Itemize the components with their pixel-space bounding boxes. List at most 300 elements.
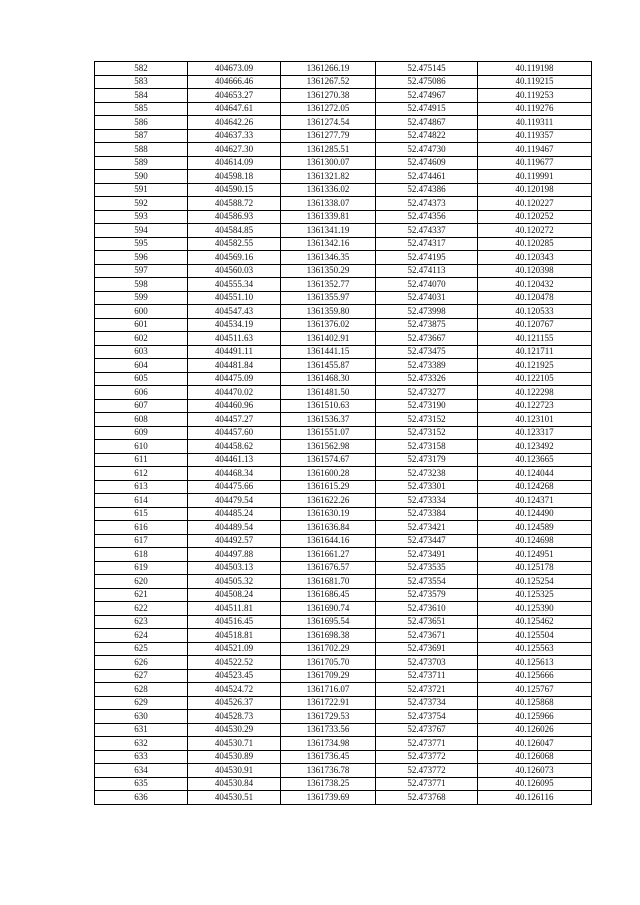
longitude-cell: 40.126026 (478, 723, 592, 737)
table-row (95, 197, 592, 211)
y-coordinate-cell: 1361551.07 (281, 426, 376, 440)
table-row (95, 264, 592, 278)
table-row (95, 62, 592, 76)
table-row (95, 507, 592, 521)
y-coordinate-cell: 1361729.53 (281, 710, 376, 724)
longitude-cell: 40.126116 (478, 791, 592, 805)
point-number-cell: 626 (95, 656, 188, 670)
latitude-cell: 52.473152 (376, 426, 478, 440)
x-coordinate-cell: 404530.84 (188, 777, 281, 791)
x-coordinate-cell: 404530.91 (188, 764, 281, 778)
x-coordinate-cell: 404505.32 (188, 575, 281, 589)
y-coordinate-cell: 1361338.07 (281, 197, 376, 211)
latitude-cell: 52.473179 (376, 453, 478, 467)
latitude-cell: 52.474317 (376, 237, 478, 251)
latitude-cell: 52.473721 (376, 683, 478, 697)
longitude-cell: 40.125254 (478, 575, 592, 589)
table-row (95, 399, 592, 413)
point-number-cell: 636 (95, 791, 188, 805)
x-coordinate-cell: 404457.27 (188, 413, 281, 427)
longitude-cell: 40.119276 (478, 102, 592, 116)
point-number-cell: 604 (95, 359, 188, 373)
y-coordinate-cell: 1361733.56 (281, 723, 376, 737)
table-row (95, 237, 592, 251)
point-number-cell: 612 (95, 467, 188, 481)
latitude-cell: 52.474373 (376, 197, 478, 211)
point-number-cell: 613 (95, 480, 188, 494)
point-number-cell: 632 (95, 737, 188, 751)
point-number-cell: 587 (95, 129, 188, 143)
point-number-cell: 593 (95, 210, 188, 224)
x-coordinate-cell: 404516.45 (188, 615, 281, 629)
table-row (95, 413, 592, 427)
latitude-cell: 52.473238 (376, 467, 478, 481)
longitude-cell: 40.119467 (478, 143, 592, 157)
longitude-cell: 40.119677 (478, 156, 592, 170)
x-coordinate-cell: 404489.54 (188, 521, 281, 535)
table-row (95, 278, 592, 292)
table-row (95, 453, 592, 467)
x-coordinate-cell: 404503.13 (188, 561, 281, 575)
latitude-cell: 52.473768 (376, 791, 478, 805)
point-number-cell: 618 (95, 548, 188, 562)
point-number-cell: 586 (95, 116, 188, 130)
y-coordinate-cell: 1361455.87 (281, 359, 376, 373)
x-coordinate-cell: 404458.62 (188, 440, 281, 454)
x-coordinate-cell: 404582.55 (188, 237, 281, 251)
longitude-cell: 40.126073 (478, 764, 592, 778)
longitude-cell: 40.120533 (478, 305, 592, 319)
latitude-cell: 52.473326 (376, 372, 478, 386)
x-coordinate-cell: 404647.61 (188, 102, 281, 116)
y-coordinate-cell: 1361574.67 (281, 453, 376, 467)
latitude-cell: 52.474867 (376, 116, 478, 130)
longitude-cell: 40.124490 (478, 507, 592, 521)
table-row (95, 737, 592, 751)
point-number-cell: 617 (95, 534, 188, 548)
longitude-cell: 40.122105 (478, 372, 592, 386)
table-row (95, 750, 592, 764)
longitude-cell: 40.121155 (478, 332, 592, 346)
longitude-cell: 40.119357 (478, 129, 592, 143)
y-coordinate-cell: 1361350.29 (281, 264, 376, 278)
latitude-cell: 52.474356 (376, 210, 478, 224)
table-row (95, 467, 592, 481)
x-coordinate-cell: 404637.33 (188, 129, 281, 143)
latitude-cell: 52.473651 (376, 615, 478, 629)
point-number-cell: 594 (95, 224, 188, 238)
point-number-cell: 609 (95, 426, 188, 440)
table-row (95, 318, 592, 332)
y-coordinate-cell: 1361562.98 (281, 440, 376, 454)
latitude-cell: 52.473998 (376, 305, 478, 319)
table-row (95, 305, 592, 319)
table-row (95, 764, 592, 778)
x-coordinate-cell: 404523.45 (188, 669, 281, 683)
y-coordinate-cell: 1361376.02 (281, 318, 376, 332)
point-number-cell: 620 (95, 575, 188, 589)
longitude-cell: 40.124698 (478, 534, 592, 548)
latitude-cell: 52.474386 (376, 183, 478, 197)
x-coordinate-cell: 404492.57 (188, 534, 281, 548)
y-coordinate-cell: 1361676.57 (281, 561, 376, 575)
point-number-cell: 614 (95, 494, 188, 508)
point-number-cell: 635 (95, 777, 188, 791)
latitude-cell: 52.474337 (376, 224, 478, 238)
y-coordinate-cell: 1361352.77 (281, 278, 376, 292)
longitude-cell: 40.125868 (478, 696, 592, 710)
point-number-cell: 596 (95, 251, 188, 265)
latitude-cell: 52.473691 (376, 642, 478, 656)
y-coordinate-cell: 1361481.50 (281, 386, 376, 400)
table-row (95, 170, 592, 184)
y-coordinate-cell: 1361468.30 (281, 372, 376, 386)
y-coordinate-cell: 1361734.98 (281, 737, 376, 751)
latitude-cell: 52.473535 (376, 561, 478, 575)
table-row (95, 386, 592, 400)
point-number-cell: 605 (95, 372, 188, 386)
point-number-cell: 623 (95, 615, 188, 629)
longitude-cell: 40.120343 (478, 251, 592, 265)
longitude-cell: 40.125767 (478, 683, 592, 697)
y-coordinate-cell: 1361272.05 (281, 102, 376, 116)
x-coordinate-cell: 404479.54 (188, 494, 281, 508)
latitude-cell: 52.473158 (376, 440, 478, 454)
y-coordinate-cell: 1361267.52 (281, 75, 376, 89)
latitude-cell: 52.473772 (376, 764, 478, 778)
y-coordinate-cell: 1361736.78 (281, 764, 376, 778)
longitude-cell: 40.119991 (478, 170, 592, 184)
y-coordinate-cell: 1361722.91 (281, 696, 376, 710)
longitude-cell: 40.120227 (478, 197, 592, 211)
latitude-cell: 52.475145 (376, 62, 478, 76)
x-coordinate-cell: 404530.51 (188, 791, 281, 805)
x-coordinate-cell: 404588.72 (188, 197, 281, 211)
longitude-cell: 40.120398 (478, 264, 592, 278)
latitude-cell: 52.474461 (376, 170, 478, 184)
x-coordinate-cell: 404547.43 (188, 305, 281, 319)
table-row (95, 426, 592, 440)
point-number-cell: 634 (95, 764, 188, 778)
latitude-cell: 52.474195 (376, 251, 478, 265)
point-number-cell: 611 (95, 453, 188, 467)
y-coordinate-cell: 1361705.70 (281, 656, 376, 670)
y-coordinate-cell: 1361341.19 (281, 224, 376, 238)
x-coordinate-cell: 404530.29 (188, 723, 281, 737)
point-number-cell: 621 (95, 588, 188, 602)
x-coordinate-cell: 404598.18 (188, 170, 281, 184)
y-coordinate-cell: 1361536.37 (281, 413, 376, 427)
table-row (95, 183, 592, 197)
point-number-cell: 583 (95, 75, 188, 89)
x-coordinate-cell: 404627.30 (188, 143, 281, 157)
y-coordinate-cell: 1361661.27 (281, 548, 376, 562)
x-coordinate-cell: 404586.93 (188, 210, 281, 224)
table-row (95, 777, 592, 791)
longitude-cell: 40.125325 (478, 588, 592, 602)
point-number-cell: 585 (95, 102, 188, 116)
longitude-cell: 40.124371 (478, 494, 592, 508)
x-coordinate-cell: 404521.09 (188, 642, 281, 656)
y-coordinate-cell: 1361339.81 (281, 210, 376, 224)
latitude-cell: 52.473875 (376, 318, 478, 332)
point-number-cell: 631 (95, 723, 188, 737)
y-coordinate-cell: 1361695.54 (281, 615, 376, 629)
table-row (95, 156, 592, 170)
x-coordinate-cell: 404569.16 (188, 251, 281, 265)
x-coordinate-cell: 404560.03 (188, 264, 281, 278)
x-coordinate-cell: 404614.09 (188, 156, 281, 170)
y-coordinate-cell: 1361342.16 (281, 237, 376, 251)
x-coordinate-cell: 404457.60 (188, 426, 281, 440)
point-number-cell: 582 (95, 62, 188, 76)
x-coordinate-cell: 404642.26 (188, 116, 281, 130)
table-row (95, 534, 592, 548)
table-row (95, 588, 592, 602)
y-coordinate-cell: 1361346.35 (281, 251, 376, 265)
latitude-cell: 52.473772 (376, 750, 478, 764)
table-row (95, 129, 592, 143)
x-coordinate-cell: 404584.85 (188, 224, 281, 238)
y-coordinate-cell: 1361615.29 (281, 480, 376, 494)
y-coordinate-cell: 1361355.97 (281, 291, 376, 305)
x-coordinate-cell: 404526.37 (188, 696, 281, 710)
table-row (95, 723, 592, 737)
latitude-cell: 52.473301 (376, 480, 478, 494)
y-coordinate-cell: 1361636.84 (281, 521, 376, 535)
x-coordinate-cell: 404590.15 (188, 183, 281, 197)
y-coordinate-cell: 1361686.45 (281, 588, 376, 602)
point-number-cell: 588 (95, 143, 188, 157)
point-number-cell: 607 (95, 399, 188, 413)
latitude-cell: 52.473771 (376, 777, 478, 791)
table-row (95, 696, 592, 710)
x-coordinate-cell: 404470.02 (188, 386, 281, 400)
longitude-cell: 40.124268 (478, 480, 592, 494)
longitude-cell: 40.124951 (478, 548, 592, 562)
longitude-cell: 40.120252 (478, 210, 592, 224)
latitude-cell: 52.473671 (376, 629, 478, 643)
table-row (95, 224, 592, 238)
table-row (95, 143, 592, 157)
longitude-cell: 40.125613 (478, 656, 592, 670)
y-coordinate-cell: 1361266.19 (281, 62, 376, 76)
longitude-cell: 40.122298 (478, 386, 592, 400)
point-number-cell: 628 (95, 683, 188, 697)
longitude-cell: 40.125178 (478, 561, 592, 575)
latitude-cell: 52.474031 (376, 291, 478, 305)
longitude-cell: 40.124044 (478, 467, 592, 481)
longitude-cell: 40.125966 (478, 710, 592, 724)
y-coordinate-cell: 1361441.15 (281, 345, 376, 359)
latitude-cell: 52.473711 (376, 669, 478, 683)
latitude-cell: 52.474915 (376, 102, 478, 116)
x-coordinate-cell: 404666.46 (188, 75, 281, 89)
table-row (95, 89, 592, 103)
table-row (95, 345, 592, 359)
x-coordinate-cell: 404673.09 (188, 62, 281, 76)
longitude-cell: 40.120285 (478, 237, 592, 251)
table-row (95, 75, 592, 89)
latitude-cell: 52.473334 (376, 494, 478, 508)
y-coordinate-cell: 1361644.16 (281, 534, 376, 548)
x-coordinate-cell: 404528.73 (188, 710, 281, 724)
latitude-cell: 52.474113 (376, 264, 478, 278)
y-coordinate-cell: 1361698.38 (281, 629, 376, 643)
y-coordinate-cell: 1361630.19 (281, 507, 376, 521)
longitude-cell: 40.125390 (478, 602, 592, 616)
table-row (95, 116, 592, 130)
latitude-cell: 52.473754 (376, 710, 478, 724)
x-coordinate-cell: 404524.72 (188, 683, 281, 697)
table-row (95, 669, 592, 683)
longitude-cell: 40.121711 (478, 345, 592, 359)
coordinates-table-body (95, 62, 592, 805)
longitude-cell: 40.120767 (478, 318, 592, 332)
x-coordinate-cell: 404461.13 (188, 453, 281, 467)
y-coordinate-cell: 1361277.79 (281, 129, 376, 143)
table-row (95, 710, 592, 724)
table-row (95, 332, 592, 346)
table-row (95, 440, 592, 454)
longitude-cell: 40.126047 (478, 737, 592, 751)
y-coordinate-cell: 1361336.02 (281, 183, 376, 197)
y-coordinate-cell: 1361716.07 (281, 683, 376, 697)
point-number-cell: 591 (95, 183, 188, 197)
longitude-cell: 40.124589 (478, 521, 592, 535)
y-coordinate-cell: 1361738.25 (281, 777, 376, 791)
latitude-cell: 52.473667 (376, 332, 478, 346)
point-number-cell: 615 (95, 507, 188, 521)
table-row (95, 656, 592, 670)
y-coordinate-cell: 1361321.82 (281, 170, 376, 184)
x-coordinate-cell: 404508.24 (188, 588, 281, 602)
y-coordinate-cell: 1361709.29 (281, 669, 376, 683)
latitude-cell: 52.473554 (376, 575, 478, 589)
longitude-cell: 40.123317 (478, 426, 592, 440)
x-coordinate-cell: 404518.81 (188, 629, 281, 643)
table-row (95, 629, 592, 643)
latitude-cell: 52.473447 (376, 534, 478, 548)
y-coordinate-cell: 1361681.70 (281, 575, 376, 589)
point-number-cell: 627 (95, 669, 188, 683)
table-row (95, 683, 592, 697)
point-number-cell: 633 (95, 750, 188, 764)
point-number-cell: 616 (95, 521, 188, 535)
table-row (95, 480, 592, 494)
longitude-cell: 40.125504 (478, 629, 592, 643)
latitude-cell: 52.473579 (376, 588, 478, 602)
y-coordinate-cell: 1361702.29 (281, 642, 376, 656)
table-row (95, 561, 592, 575)
point-number-cell: 619 (95, 561, 188, 575)
point-number-cell: 598 (95, 278, 188, 292)
y-coordinate-cell: 1361300.07 (281, 156, 376, 170)
y-coordinate-cell: 1361622.26 (281, 494, 376, 508)
longitude-cell: 40.126095 (478, 777, 592, 791)
longitude-cell: 40.120272 (478, 224, 592, 238)
x-coordinate-cell: 404511.63 (188, 332, 281, 346)
table-row (95, 521, 592, 535)
latitude-cell: 52.473475 (376, 345, 478, 359)
point-number-cell: 600 (95, 305, 188, 319)
point-number-cell: 608 (95, 413, 188, 427)
x-coordinate-cell: 404468.34 (188, 467, 281, 481)
latitude-cell: 52.473703 (376, 656, 478, 670)
longitude-cell: 40.119253 (478, 89, 592, 103)
x-coordinate-cell: 404511.81 (188, 602, 281, 616)
longitude-cell: 40.123492 (478, 440, 592, 454)
latitude-cell: 52.473491 (376, 548, 478, 562)
x-coordinate-cell: 404475.66 (188, 480, 281, 494)
x-coordinate-cell: 404534.19 (188, 318, 281, 332)
x-coordinate-cell: 404475.09 (188, 372, 281, 386)
table-row (95, 291, 592, 305)
longitude-cell: 40.123665 (478, 453, 592, 467)
longitude-cell: 40.122723 (478, 399, 592, 413)
y-coordinate-cell: 1361690.74 (281, 602, 376, 616)
x-coordinate-cell: 404497.88 (188, 548, 281, 562)
table-row (95, 210, 592, 224)
y-coordinate-cell: 1361739.69 (281, 791, 376, 805)
latitude-cell: 52.473389 (376, 359, 478, 373)
latitude-cell: 52.473734 (376, 696, 478, 710)
point-number-cell: 590 (95, 170, 188, 184)
point-number-cell: 625 (95, 642, 188, 656)
table-row (95, 251, 592, 265)
table-row (95, 791, 592, 805)
table-row (95, 615, 592, 629)
point-number-cell: 624 (95, 629, 188, 643)
x-coordinate-cell: 404460.96 (188, 399, 281, 413)
coordinates-table (94, 61, 592, 805)
latitude-cell: 52.473610 (376, 602, 478, 616)
point-number-cell: 601 (95, 318, 188, 332)
latitude-cell: 52.473421 (376, 521, 478, 535)
table-row (95, 102, 592, 116)
point-number-cell: 602 (95, 332, 188, 346)
latitude-cell: 52.473190 (376, 399, 478, 413)
x-coordinate-cell: 404491.11 (188, 345, 281, 359)
y-coordinate-cell: 1361402.91 (281, 332, 376, 346)
latitude-cell: 52.473767 (376, 723, 478, 737)
longitude-cell: 40.125563 (478, 642, 592, 656)
x-coordinate-cell: 404551.10 (188, 291, 281, 305)
longitude-cell: 40.120198 (478, 183, 592, 197)
y-coordinate-cell: 1361285.51 (281, 143, 376, 157)
latitude-cell: 52.474609 (376, 156, 478, 170)
y-coordinate-cell: 1361736.45 (281, 750, 376, 764)
y-coordinate-cell: 1361600.28 (281, 467, 376, 481)
point-number-cell: 622 (95, 602, 188, 616)
table-row (95, 602, 592, 616)
longitude-cell: 40.121925 (478, 359, 592, 373)
point-number-cell: 603 (95, 345, 188, 359)
x-coordinate-cell: 404485.24 (188, 507, 281, 521)
table-row (95, 372, 592, 386)
table-row (95, 494, 592, 508)
point-number-cell: 595 (95, 237, 188, 251)
longitude-cell: 40.126068 (478, 750, 592, 764)
longitude-cell: 40.125462 (478, 615, 592, 629)
y-coordinate-cell: 1361510.63 (281, 399, 376, 413)
table-row (95, 359, 592, 373)
point-number-cell: 610 (95, 440, 188, 454)
x-coordinate-cell: 404653.27 (188, 89, 281, 103)
latitude-cell: 52.474822 (376, 129, 478, 143)
table-row (95, 642, 592, 656)
latitude-cell: 52.474070 (376, 278, 478, 292)
